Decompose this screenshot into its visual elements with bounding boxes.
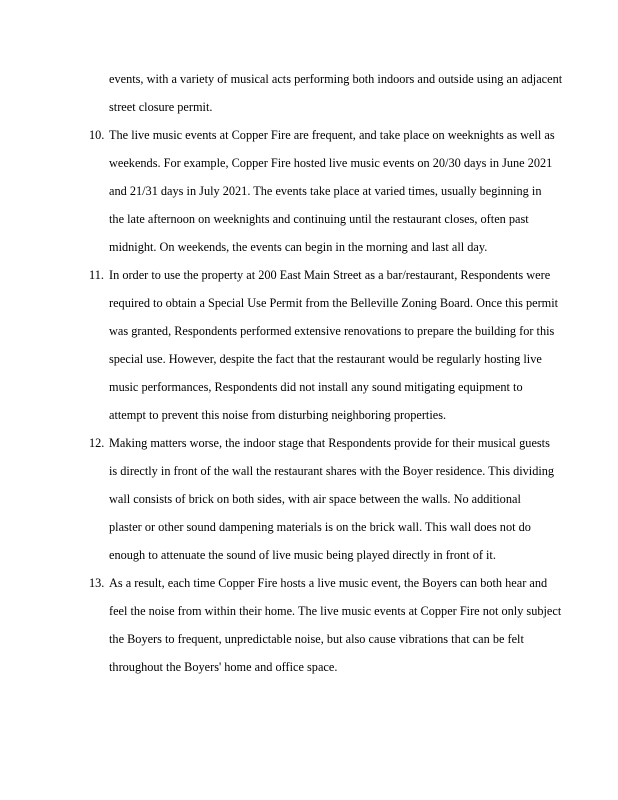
paragraph-line: As a result, each time Copper Fire hosts a live music event, the Boyers can both hear and xyxy=(109,576,548,590)
paragraph-line: enough to attenuate the sound of live music being played directly in front of it. xyxy=(109,548,496,562)
paragraph-line: and 21/31 days in July 2021. The events take place at varied times, usually beginning in xyxy=(109,184,542,198)
paragraph-line: wall consists of brick on both sides, with air space between the walls. No additional xyxy=(109,492,521,506)
paragraph-line: feel the noise from within their home. The live music events at Copper Fire not only subject xyxy=(109,604,562,618)
paragraph-number: 11. xyxy=(89,268,104,282)
intro-line: events, with a variety of musical acts performing both indoors and outside using an adjacent xyxy=(109,72,563,86)
paragraph-line: the late afternoon on weeknights and continuing until the restaurant closes, often past xyxy=(109,212,529,226)
paragraph-line: The live music events at Copper Fire are frequent, and take place on weeknights as well as xyxy=(109,128,555,142)
paragraph-line: plaster or other sound dampening materials is on the brick wall. This wall does not do xyxy=(109,520,531,534)
paragraph-line: throughout the Boyers' home and office space. xyxy=(109,660,338,674)
paragraph-line: the Boyers to frequent, unpredictable noise, but also cause vibrations that can be felt xyxy=(109,632,524,646)
paragraph-line: special use. However, despite the fact that the restaurant would be regularly hosting live xyxy=(109,352,542,366)
paragraph-line: is directly in front of the wall the restaurant shares with the Boyer residence. This dividing xyxy=(109,464,555,478)
paragraph-line: In order to use the property at 200 East Main Street as a bar/restaurant, Respondents were xyxy=(109,268,551,282)
paragraph-line: Making matters worse, the indoor stage that Respondents provide for their musical guests xyxy=(109,436,550,450)
intro-line: street closure permit. xyxy=(109,100,213,114)
paragraph-number: 12. xyxy=(89,436,105,450)
paragraph-number: 10. xyxy=(89,128,105,142)
paragraph-line: music performances, Respondents did not install any sound mitigating equipment to xyxy=(109,380,523,394)
paragraph-line: attempt to prevent this noise from disturbing neighboring properties. xyxy=(109,408,447,422)
paragraph-number: 13. xyxy=(89,576,105,590)
paragraph-line: midnight. On weekends, the events can begin in the morning and last all day. xyxy=(109,240,488,254)
paragraph-line: required to obtain a Special Use Permit from the Belleville Zoning Board. Once this permit xyxy=(109,296,559,310)
paragraph-line: was granted, Respondents performed extensive renovations to prepare the building for this xyxy=(109,324,555,338)
paragraph-line: weekends. For example, Copper Fire hosted live music events on 20/30 days in June 2021 xyxy=(109,156,553,170)
